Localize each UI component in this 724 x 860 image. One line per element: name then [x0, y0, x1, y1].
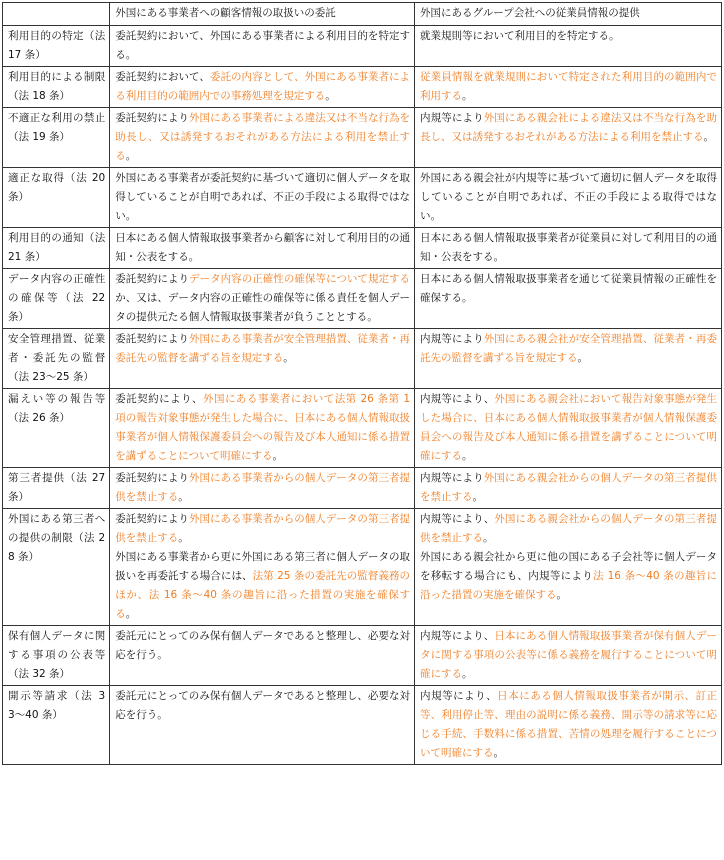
cell-paragraph [420, 687, 717, 763]
cell-group-provision [415, 686, 722, 765]
cell-consignment [110, 228, 415, 269]
table-row [3, 228, 722, 269]
highlighted-text: 日本にある個人情報取扱事業者が保有個人データに関する事項の公表等に係る義務を履行することについて明確にする [420, 630, 717, 680]
cell-text: 日本にある個人情報取扱事業者が従業員に対して利用目的の通知・公表をする。 [420, 232, 717, 263]
cell-text: 。 [178, 532, 189, 544]
row-item-label: 保有個人データに関する事項の公表等（法 32 条） [3, 626, 110, 686]
cell-text: 委託契約により [115, 513, 189, 525]
table-row [3, 389, 722, 468]
row-item-label: 開示等請求（法 33〜40 条） [3, 686, 110, 765]
cell-text: か、又は、データ内容の正確性の確保等に係る責任を個人データの提供元たる個人情報取扱事業者が負うこととする。 [115, 292, 411, 323]
cell-paragraph [420, 510, 717, 548]
cell-text: 内規等により、 [420, 630, 495, 642]
cell-text: 外国にある親会社から更に他の国にある子会社等に個人データを移転する場合にも、内規等により [420, 551, 717, 582]
cell-text: 。 [577, 352, 589, 364]
header-group-provision: 外国にあるグループ会社への従業員情報の提供 [415, 3, 722, 26]
highlighted-text: 外国にある親会社が安全管理措置、従業者・再委託先の監督を講ずる旨を規定する [420, 333, 717, 364]
cell-text: 。 [472, 491, 484, 503]
highlighted-text: 外国にある事業者からの個人データの第三者提供を禁止する [115, 472, 411, 503]
cell-text: 外国にある事業者が委託契約に基づいて適切に個人データを取得していることが自明であれば、不正の手段による取得ではない。 [115, 172, 411, 222]
highlighted-text: 外国にある親会社において報告対象事態が発生した場合に、日本にある個人情報取扱事業者が個人情報保護委員会への報告及び本人通知に係る措置を講ずることについて明確にする [420, 393, 717, 462]
highlighted-text: 外国にある親会社による違法又は不当な行為を助長し、又は誘発するおそれがある方法による利用を禁止する [420, 112, 717, 143]
row-item-label: 利用目的の特定（法 17 条） [3, 26, 110, 67]
row-item-label: 第三者提供（法 27 条） [3, 468, 110, 509]
header-item [3, 3, 110, 26]
highlighted-text: 外国にある親会社からの個人データの第三者提供を禁止する [420, 513, 717, 544]
cell-text: 委託元にとってのみ保有個人データであると整理し、必要な対応を行う。 [115, 630, 411, 661]
cell-paragraph [115, 229, 410, 267]
cell-text: 。 [462, 668, 473, 680]
cell-consignment [110, 329, 415, 389]
cell-consignment [110, 108, 415, 168]
row-item-label: 利用目的の通知（法 21 条） [3, 228, 110, 269]
cell-text: 委託元にとってのみ保有個人データであると整理し、必要な対応を行う。 [115, 690, 411, 721]
highlighted-text: 外国にある事業者において法第 26 条第 1 項の報告対象事態が発生した場合に、日本にある個人情報取扱事業者が個人情報保護委員会への報告及び本人通知に係る措置を講ずることについて明確にする [115, 393, 411, 462]
cell-text: 。 [272, 450, 284, 462]
cell-paragraph [420, 169, 717, 226]
cell-group-provision [415, 26, 722, 67]
cell-text: 。 [483, 532, 494, 544]
cell-group-provision [415, 228, 722, 269]
table-row [3, 108, 722, 168]
highlighted-text: 外国にある事業者が安全管理措置、従業者・再委託先の監督を講ずる旨を規定する [115, 333, 411, 364]
cell-text: 外国にある事業者から更に外国にある第三者に個人データの取扱いを再委託する場合には、 [115, 551, 411, 582]
table-row [3, 329, 722, 389]
cell-group-provision [415, 269, 722, 329]
cell-text: 内規等により、 [420, 690, 498, 702]
cell-group-provision [415, 389, 722, 468]
cell-paragraph [420, 390, 717, 466]
highlighted-text: 外国にある事業者からの個人データの第三者提供を禁止する [115, 513, 411, 544]
cell-text: 内規等により、 [420, 513, 495, 525]
cell-paragraph [420, 109, 717, 147]
cell-text: 内規等により、 [420, 393, 495, 405]
header-consignment: 外国にある事業者への顧客情報の取扱いの委託 [110, 3, 415, 26]
cell-text: 委託契約により [115, 333, 189, 345]
cell-group-provision [415, 168, 722, 228]
cell-paragraph [115, 169, 410, 226]
highlighted-text: 委託の内容として、外国にある事業者による利用目的の範囲内での事務処理を規定する [115, 71, 411, 102]
table-row [3, 26, 722, 67]
cell-paragraph [420, 229, 717, 267]
cell-consignment [110, 468, 415, 509]
cell-group-provision [415, 108, 722, 168]
cell-paragraph [115, 687, 410, 725]
row-item-label: 不適正な利用の禁止（法 19 条） [3, 108, 110, 168]
highlighted-text: 日本にある個人情報取扱事業者が開示、訂正等、利用停止等、理由の説明に係る義務、開示等の請求等に応じる手続、手数料に係る措置、苦情の処理を履行することについて明確にする [420, 690, 718, 759]
cell-text: 。 [125, 150, 137, 162]
cell-text: 。 [178, 491, 189, 503]
cell-text: 内規等により [420, 112, 484, 124]
cell-text: 。 [283, 352, 294, 364]
cell-paragraph [115, 330, 410, 368]
highlighted-text: 従業員情報を就業規則において特定された利用目的の範囲内で利用する [420, 71, 717, 102]
cell-text: 。 [493, 747, 505, 759]
cell-paragraph [420, 469, 717, 507]
table-row [3, 626, 722, 686]
highlighted-text: 法 16 条〜40 条の趣旨に沿った措置の実施を確保する [420, 570, 718, 601]
cell-consignment [110, 168, 415, 228]
table-row [3, 168, 722, 228]
cell-group-provision [415, 329, 722, 389]
cell-text: 内規等により [420, 472, 484, 484]
cell-text: 。 [462, 450, 473, 462]
cell-text: 。 [703, 131, 715, 143]
cell-paragraph [420, 627, 717, 684]
cell-paragraph [115, 390, 410, 466]
table-body [3, 26, 722, 765]
table-row [3, 269, 722, 329]
cell-consignment [110, 67, 415, 108]
cell-paragraph [115, 68, 410, 106]
cell-paragraph [115, 270, 410, 327]
cell-text: 。 [325, 90, 336, 102]
table-row [3, 686, 722, 765]
cell-paragraph [115, 510, 410, 548]
highlighted-text: データ内容の正確性の確保等について規定する [189, 273, 411, 285]
table-row [3, 468, 722, 509]
row-item-label: 利用目的による制限（法 18 条） [3, 67, 110, 108]
cell-consignment [110, 626, 415, 686]
row-item-label: 適正な取得（法 20 条） [3, 168, 110, 228]
cell-text: 。 [556, 589, 568, 601]
table-row [3, 67, 722, 108]
cell-consignment [110, 686, 415, 765]
cell-text: 内規等により [420, 333, 484, 345]
highlighted-text: 法第 25 条の委託先の監督義務のほか、法 16 条〜40 条の趣旨に沿った措置の実施を確保する [115, 570, 411, 620]
cell-text: 日本にある個人情報取扱事業者から顧客に対して利用目的の通知・公表をする。 [115, 232, 411, 263]
cell-consignment [110, 389, 415, 468]
cell-text: 委託契約により、 [115, 393, 204, 405]
cell-consignment [110, 509, 415, 626]
table-row [3, 509, 722, 626]
cell-paragraph [115, 109, 410, 166]
cell-group-provision [415, 67, 722, 108]
highlighted-text: 外国にある事業者による違法又は不当な行為を助長し、又は誘発するおそれがある方法による利用を禁止する [115, 112, 411, 162]
header-row [3, 3, 722, 26]
cell-text: 。 [462, 90, 473, 102]
cell-paragraph [420, 548, 717, 605]
cell-text: 日本にある個人情報取扱事業者を通じて従業員情報の正確性を確保する。 [420, 273, 717, 304]
cell-text: 委託契約により [115, 112, 189, 124]
cell-text: 就業規則等において利用目的を特定する。 [420, 30, 620, 42]
cell-group-provision [415, 509, 722, 626]
cell-paragraph [420, 68, 717, 106]
row-item-label: データ内容の正確性の確保等（法 22 条） [3, 269, 110, 329]
cell-text: 委託契約において、 [115, 71, 210, 83]
cell-paragraph [115, 469, 410, 507]
cell-paragraph [115, 27, 410, 65]
cell-paragraph [420, 270, 717, 308]
cell-paragraph [115, 627, 410, 665]
cell-text: 委託契約により [115, 273, 189, 285]
cell-group-provision [415, 468, 722, 509]
cell-text: 委託契約により [115, 472, 189, 484]
row-item-label: 安全管理措置、従業者・委託先の監督（法 23〜25 条） [3, 329, 110, 389]
highlighted-text: 外国にある親会社からの個人データの第三者提供を禁止する [420, 472, 717, 503]
cell-consignment [110, 26, 415, 67]
cell-text: 委託契約において、外国にある事業者による利用目的を特定する。 [115, 30, 411, 61]
comparison-table [2, 2, 722, 765]
row-item-label: 漏えい等の報告等（法 26 条） [3, 389, 110, 468]
cell-paragraph [420, 330, 717, 368]
cell-paragraph [115, 548, 410, 624]
cell-text: 。 [125, 608, 137, 620]
row-item-label: 外国にある第三者への提供の制限（法 28 条） [3, 509, 110, 626]
cell-paragraph [420, 27, 717, 46]
cell-consignment [110, 269, 415, 329]
cell-text: 外国にある親会社が内規等に基づいて適切に個人データを取得していることが自明であれば、不正の手段による取得ではない。 [420, 172, 717, 222]
cell-group-provision [415, 626, 722, 686]
